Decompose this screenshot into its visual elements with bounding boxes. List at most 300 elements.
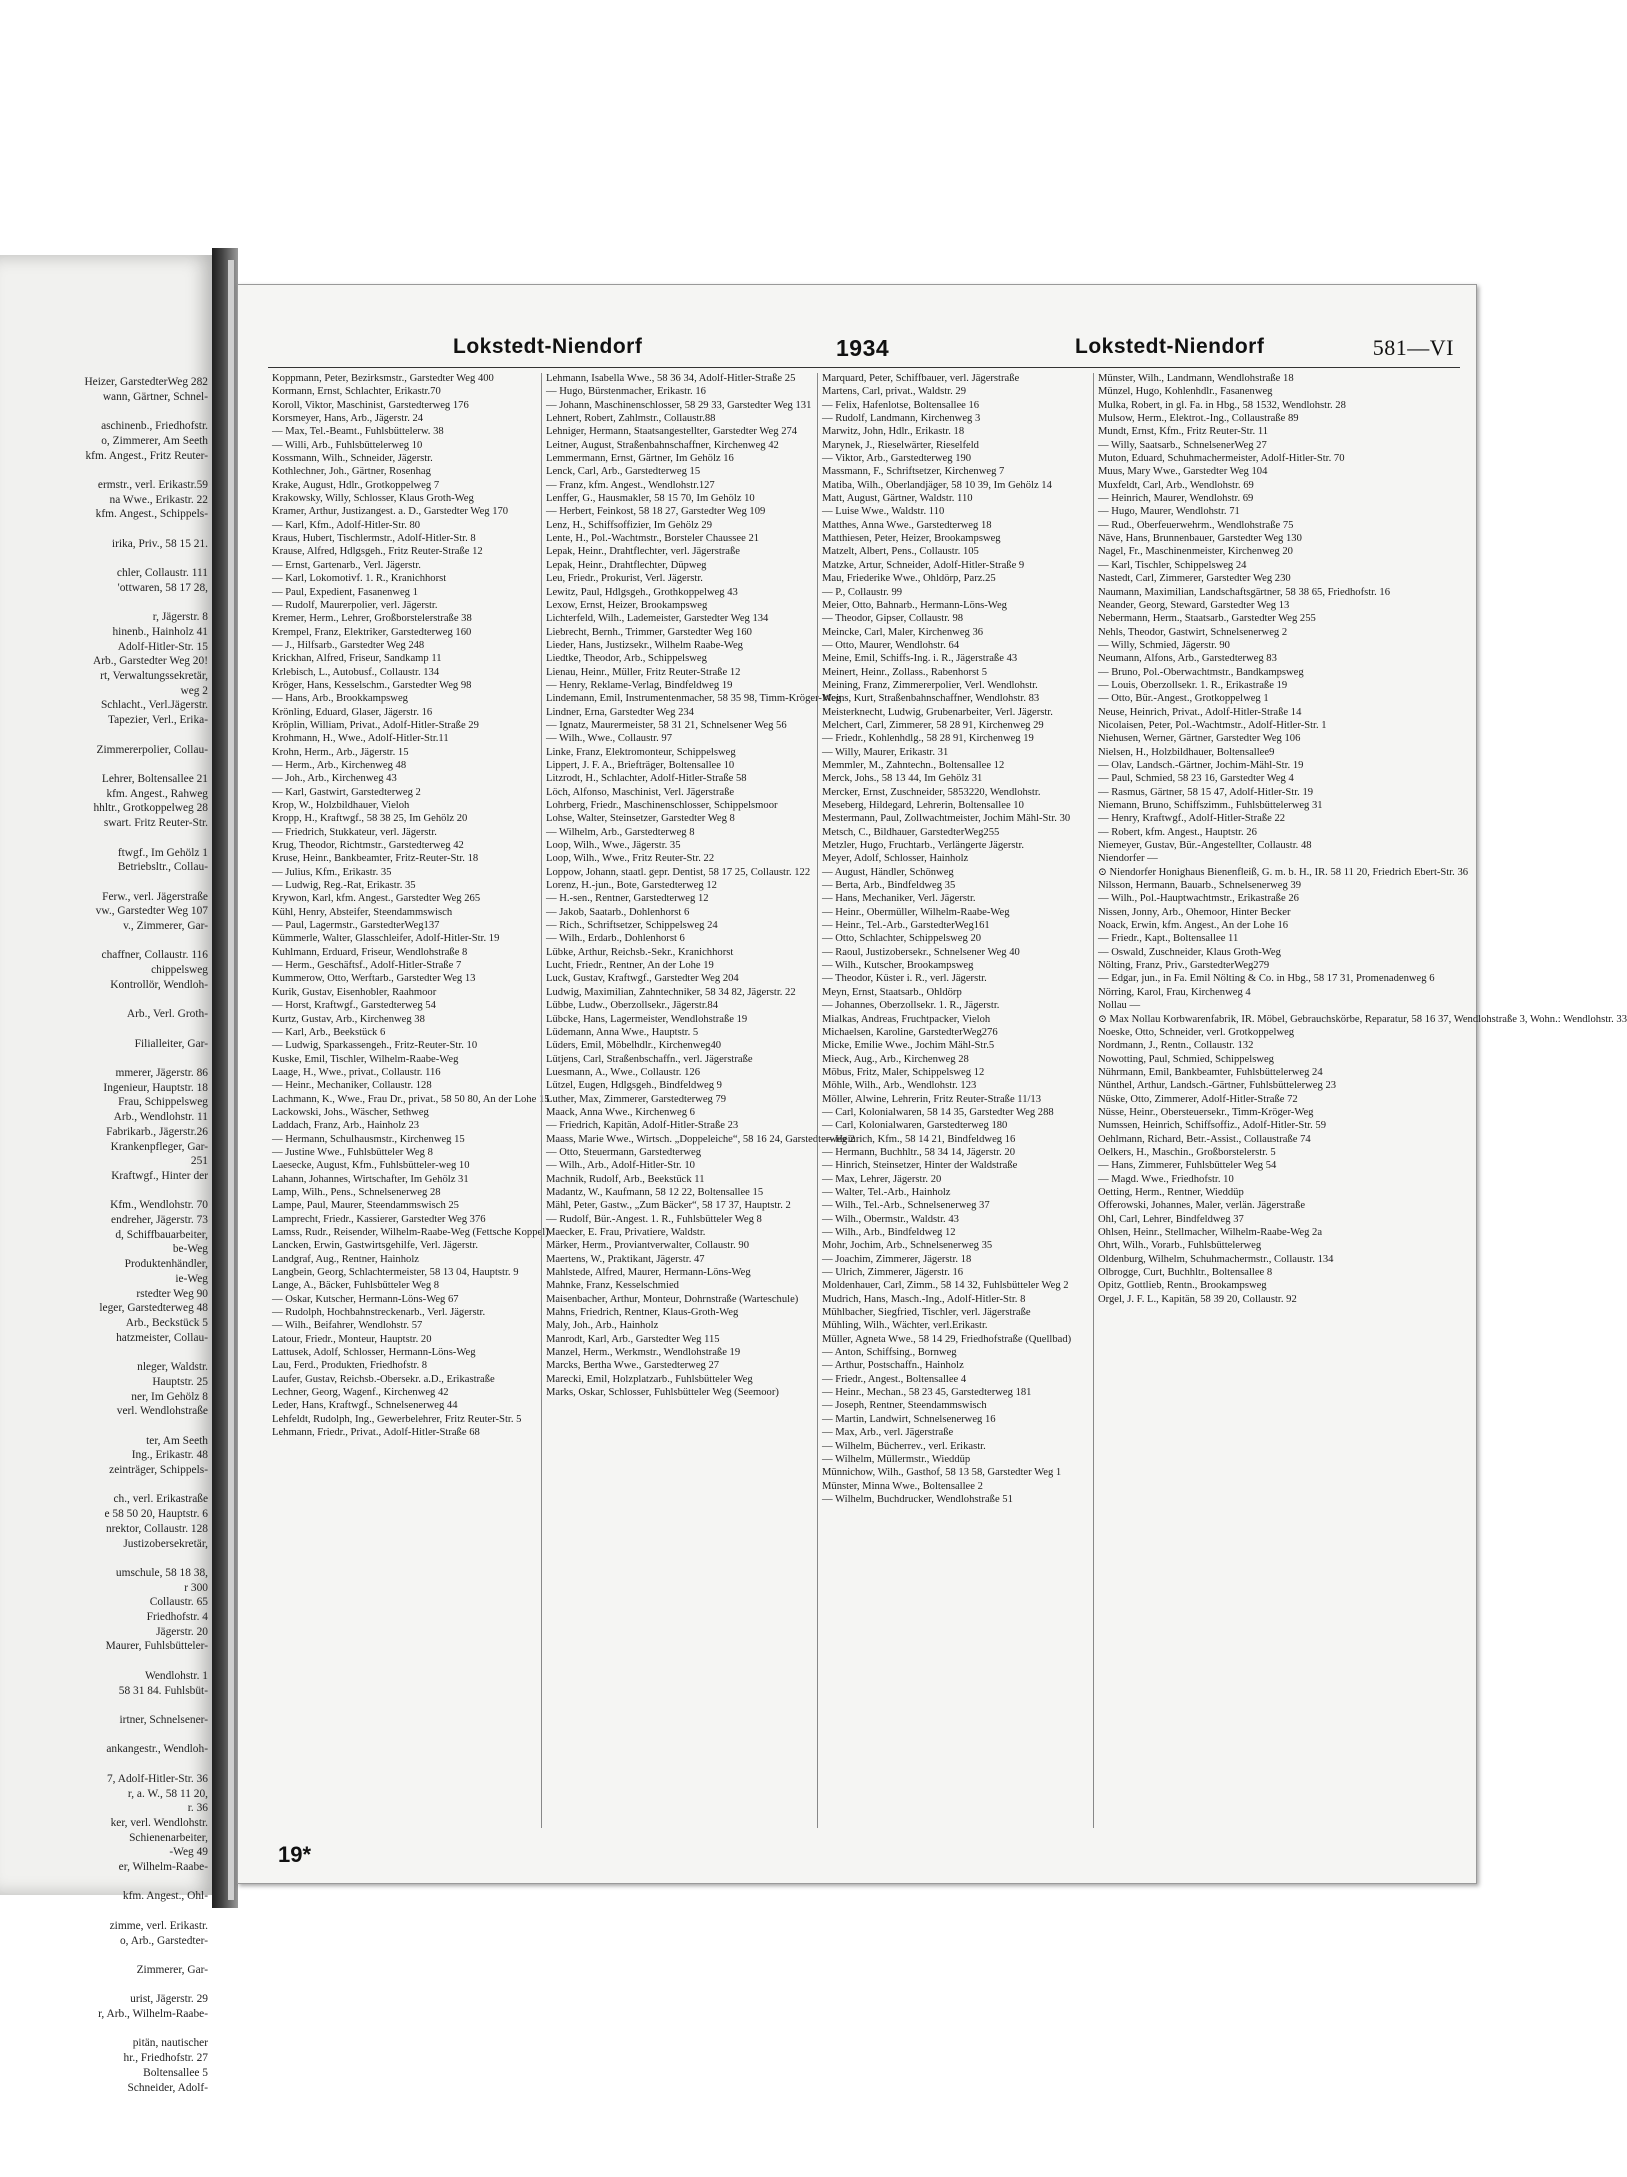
directory-entry: Niemeyer, Gustav, Bür.-Angestellter, Collaustr. 48 [1098, 840, 1312, 852]
left-page-line: Boltensallee 5 [143, 2066, 208, 2079]
directory-entry: Lange, A., Bäcker, Fuhlsbütteler Weg 8 [272, 1280, 440, 1292]
left-page-line: Zimmerer, Gar- [136, 1963, 208, 1976]
directory-entry: Kummerow, Otto, Werftarb., Garstedter Weg 13 [272, 973, 476, 985]
directory-entry: Machnik, Rudolf, Arb., Beekstück 11 [546, 1173, 705, 1185]
directory-entry: — Magd. Wwe., Friedhofstr. 10 [1098, 1173, 1234, 1185]
directory-entry: Manzel, Herm., Werkmstr., Wendlohstraße 19 [546, 1347, 741, 1359]
directory-entry: Kormann, Ernst, Schlachter, Erikastr.70 [272, 386, 441, 398]
directory-entry: Lehfeldt, Rudolph, Ing., Gewerbelehrer, Fritz Reuter-Str. 5 [272, 1413, 522, 1425]
directory-entry: Mühlbacher, Siegfried, Tischler, verl. Jägerstraße [822, 1307, 1031, 1319]
left-page-line: Maurer, Fuhlsbütteler- [105, 1640, 208, 1653]
directory-entry: Marecki, Emil, Holzplatzarb., Fuhlsbütteler Weg [546, 1373, 753, 1385]
left-page-line [0, 463, 208, 478]
directory-entry: Münnichow, Wilh., Gasthof, 58 13 58, Garstedter Weg 1 [822, 1467, 1062, 1479]
left-page-line [0, 1728, 208, 1743]
directory-entry: Lehniger, Hermann, Staatsangestellter, Garstedter Weg 274 [546, 426, 798, 438]
left-page-line: zeinträger, Schippels- [109, 1464, 208, 1477]
directory-entry: Lüders, Emil, Möbelhdlr., Kirchenweg40 [546, 1040, 722, 1052]
directory-entry: — Heinr., Tel.-Arb., GarstedterWeg161 [822, 920, 990, 932]
directory-entry: Muton, Eduard, Schuhmachermeister, Adolf-Hitler-Str. 70 [1098, 453, 1345, 465]
left-page-line: weg 2 [180, 684, 208, 697]
left-page-line: pitän, nautischer [132, 2037, 208, 2050]
directory-page [237, 284, 1627, 1884]
directory-entry: Krempel, Franz, Elektriker, Garstedterweg 160 [272, 626, 472, 638]
left-page-line: r, Arb., Wilhelm-Raabe- [98, 2008, 208, 2021]
header-right-title: Lokstedt-Niendorf [1075, 335, 1265, 358]
directory-entry: Langbein, Georg, Schlachtermeister, 58 13 04, Hauptstr. 9 [272, 1267, 519, 1279]
directory-entry: Meining, Franz, Zimmererpolier, Verl. Wendlohstr. [822, 679, 1038, 691]
directory-entry: — Raoul, Justizobersekr., Schnelsener Weg 40 [822, 946, 1020, 958]
left-page-line: Friedhofstr. 4 [146, 1611, 208, 1624]
directory-entry: — Wilh., Tel.-Arb., Schnelsenerweg 37 [822, 1200, 990, 1212]
directory-entry: Lippert, J. F. A., Briefträger, Boltensallee 10 [546, 759, 735, 771]
directory-entry: Lorenz, H.-jun., Bote, Garstedterweg 12 [546, 880, 717, 892]
directory-entry: Nilsson, Hermann, Bauarb., Schnelsenerweg 39 [1098, 880, 1301, 892]
left-page-line: chler, Collaustr. 111 [116, 567, 208, 580]
column-divider [817, 373, 818, 1828]
directory-entry: Kropp, H., Kraftwgf., 58 38 25, Im Gehölz 20 [272, 813, 468, 825]
directory-entry: Kröger, Hans, Kesselschm., Garstedter Weg 98 [272, 679, 472, 691]
left-page-line: nrektor, Collaustr. 128 [105, 1522, 208, 1535]
directory-entry: Nörring, Karol, Frau, Kirchenweg 4 [1098, 986, 1251, 998]
directory-entry: — Friedrich, Stukkateur, verl. Jägerstr. [272, 826, 437, 838]
directory-entry: Kuske, Emil, Tischler, Wilhelm-Raabe-Weg [272, 1053, 459, 1065]
left-page-line: kfm. Angest., Schippels- [95, 508, 208, 521]
directory-entry: Lieder, Hans, Justizsekr., Wilhelm Raabe-Weg [546, 639, 743, 651]
directory-entry: — Rudolf, Maurerpolier, verl. Jägerstr. [272, 599, 438, 611]
directory-entry: Lübbe, Ludw., Oberzollsekr., Jägerstr.84 [546, 1000, 719, 1012]
directory-entry: — P., Collaustr. 99 [822, 586, 903, 598]
directory-entry: Luck, Gustav, Kraftwgf., Garstedter Weg 204 [546, 973, 739, 985]
directory-entry: Mohr, Jochim, Arb., Schnelsenerweg 35 [822, 1240, 993, 1252]
left-page-line: kfm. Angest., Ohl- [122, 1890, 208, 1903]
left-page-line: r, Jägerstr. 8 [152, 611, 208, 624]
directory-entry: Neuse, Heinrich, Privat., Adolf-Hitler-Straße 14 [1098, 706, 1302, 718]
directory-entry: — Wilhelm, Buchdrucker, Wendlohstraße 51 [822, 1493, 1013, 1505]
directory-entry: Kremer, Herm., Lehrer, Großborstelerstraße 38 [272, 613, 472, 625]
directory-entry: — Viktor, Arb., Garstedterweg 190 [822, 453, 972, 465]
directory-entry: Lechner, Georg, Wagenf., Kirchenweg 42 [272, 1387, 449, 1399]
left-page-line [0, 1419, 208, 1434]
directory-entry: Meins, Kurt, Straßenbahnschaffner, Wendlohstr. 83 [822, 693, 1040, 705]
left-page-line [0, 1345, 208, 1360]
directory-entry: Lewitz, Paul, Hdlgsgeh., Grothkoppelweg 43 [546, 586, 738, 598]
directory-entry: Lohse, Walter, Steinsetzer, Garstedter Weg 8 [546, 813, 735, 825]
directory-entry: Krönling, Eduard, Glaser, Jägerstr. 16 [272, 706, 433, 718]
directory-entry: — Luise Wwe., Waldstr. 110 [822, 506, 945, 518]
left-page-line [0, 1978, 208, 1993]
directory-entry: — Henry, Kraftwgf., Adolf-Hitler-Straße 22 [1098, 813, 1286, 825]
directory-entry: Liedtke, Theodor, Arb., Schippelsweg [546, 653, 707, 665]
header-year: 1934 [836, 335, 890, 361]
directory-entry: Nowotting, Paul, Schmied, Schippelsweg [1098, 1053, 1274, 1065]
directory-entry: Lübcke, Hans, Lagermeister, Wendlohstraße 19 [546, 1013, 748, 1025]
directory-entry: — Rudolf, Bür.-Angest. 1. R., Fuhlsbütteler Weg 8 [546, 1213, 762, 1225]
directory-entry: Kossmann, Wilh., Schneider, Jägerstr. [272, 453, 433, 465]
directory-entry: Lepak, Heinr., Drahtflechter, verl. Jägerstraße [546, 546, 740, 558]
directory-entry: Ludwig, Maximilian, Zahntechniker, 58 34 82, Jägerstr. 22 [546, 986, 796, 998]
directory-entry: — Rasmus, Gärtner, 58 15 47, Adolf-Hitler-Str. 19 [1098, 786, 1314, 798]
directory-entry: Opitz, Gottlieb, Rentn., Brookampsweg [1098, 1280, 1267, 1292]
left-page-line: rstedter Weg 90 [136, 1287, 208, 1300]
directory-entry: — Berta, Arb., Bindfeldweg 35 [822, 880, 956, 892]
directory-entry: Nagel, Fr., Maschinenmeister, Kirchenweg 20 [1098, 546, 1293, 558]
left-page-line: Ing., Erikastr. 48 [131, 1449, 208, 1462]
directory-entry: Ohl, Carl, Lehrer, Bindfeldweg 37 [1098, 1213, 1244, 1225]
directory-entry: — Max, Tel.-Beamt., Fuhlsbüttelerw. 38 [272, 426, 444, 438]
left-page-line [0, 2022, 208, 2037]
directory-entry: Metzler, Hugo, Fruchtarb., Verlängerte Jägerstr. [822, 840, 1025, 852]
left-page-line: aschinenb., Friedhofstr. [101, 420, 208, 433]
directory-entry: Nebermann, Herm., Staatsarb., Garstedter Weg 255 [1098, 613, 1316, 625]
left-page-line: Zimmererpolier, Collau- [96, 743, 208, 756]
left-page-line: na Wwe., Erikastr. 22 [109, 493, 208, 506]
left-page-line: Hauptstr. 25 [152, 1375, 208, 1388]
left-page-line [0, 1875, 208, 1890]
directory-entry: Krywon, Karl, kfm. Angest., Garstedter Weg 265 [272, 893, 481, 905]
directory-entry: — Hermann, Schulhausmstr., Kirchenweg 15 [272, 1133, 465, 1145]
directory-entry: — Henry, Reklame-Verlag, Bindfeldweg 19 [546, 679, 733, 691]
directory-entry: Mau, Friederike Wwe., Ohldörp, Parz.25 [822, 573, 996, 585]
directory-entry: Kröplin, William, Privat., Adolf-Hitler-Straße 29 [272, 719, 479, 731]
directory-entry: — Wilh., Arb., Bindfeldweg 12 [822, 1227, 956, 1238]
left-page-line [0, 1757, 208, 1772]
left-page-line: endreher, Jägerstr. 73 [111, 1214, 208, 1227]
directory-entry: Meier, Otto, Bahnarb., Hermann-Löns-Weg [822, 599, 1007, 611]
left-page-line: Kfm., Wendlohstr. 70 [110, 1199, 208, 1212]
directory-entry: Lütjens, Carl, Straßenbschaffn., verl. Jägerstraße [546, 1053, 753, 1065]
directory-entry: — Heinr., Obermüller, Wilhelm-Raabe-Weg [822, 906, 1010, 918]
left-page-line: ankangestr., Wendloh- [106, 1743, 208, 1756]
directory-entry: Münster, Minna Wwe., Boltensallee 2 [822, 1480, 983, 1492]
left-page-line: v., Zimmerer, Gar- [123, 920, 208, 933]
directory-entry: Matzelt, Albert, Pens., Collaustr. 105 [822, 546, 979, 558]
directory-entry: — Heinr., Mechan., 58 23 45, Garstedterweg 181 [822, 1387, 1032, 1399]
left-page-line: d, Schiffbauarbeiter, [115, 1228, 208, 1241]
directory-entry: Nünthel, Arthur, Landsch.-Gärtner, Fuhlsbüttelerweg 23 [1098, 1080, 1337, 1092]
directory-entry: — Rud., Oberfeuerwehrm., Wendlohstraße 75 [1098, 519, 1294, 531]
directory-entry: — Johann, Maschinenschlosser, 58 29 33, Garstedter Weg 131 [546, 399, 812, 411]
directory-entry: Kühl, Henry, Absteifer, Steendammswisch [272, 906, 453, 918]
left-page-line [0, 1904, 208, 1919]
directory-entry: Lenz, H., Schiffsoffizier, Im Gehölz 29 [546, 519, 712, 531]
directory-entry: Nollau — [1098, 1000, 1141, 1012]
left-page-line: swart. Fritz Reuter-Str. [103, 817, 208, 830]
directory-entry: — Jakob, Saatarb., Dohlenhorst 6 [546, 906, 690, 918]
left-page-line: Schlacht., Verl.Jägerstr. [100, 699, 208, 712]
directory-entry: Näve, Hans, Brunnenbauer, Garstedter Weg 130 [1098, 533, 1302, 545]
left-page-line: Ferw., verl. Jägerstraße [102, 890, 208, 903]
directory-entry: Nüsse, Heinr., Obersteuersekr., Timm-Kröger-Weg [1098, 1106, 1314, 1118]
directory-entry: Krause, Alfred, Hdlgsgeh., Fritz Reuter-Straße 12 [272, 546, 483, 558]
directory-entry: Mühling, Wilh., Wächter, verl.Erikastr. [822, 1320, 988, 1332]
directory-entry: Koppmann, Peter, Bezirksmstr., Garstedter Weg 400 [272, 373, 494, 384]
directory-entry: Matzke, Artur, Schneider, Adolf-Hitler-Straße 9 [822, 559, 1025, 571]
directory-entry: Krug, Theodor, Richtmstr., Garstedterweg 42 [272, 840, 464, 852]
directory-entry: — Wilhelm, Arb., Garstedterweg 8 [546, 826, 695, 838]
directory-entry: Maertens, W., Praktikant, Jägerstr. 47 [546, 1253, 705, 1265]
directory-entry: — Otto, Maurer, Wendlohstr. 64 [822, 639, 960, 651]
left-page-line: chaffner, Collaustr. 116 [101, 949, 208, 962]
directory-entry: — H.-sen., Rentner, Garstedterweg 12 [546, 893, 709, 905]
directory-entry: Krop, W., Holzbildhauer, Vieloh [272, 800, 410, 811]
directory-entry: — Willy, Saatsarb., SchnelsenerWeg 27 [1098, 439, 1267, 451]
directory-entry: — Rich., Schriftsetzer, Schippelsweg 24 [546, 920, 718, 932]
left-page-line: be-Weg [172, 1243, 208, 1256]
directory-entry: — Paul, Lagermstr., GarstedterWeg137 [272, 920, 440, 932]
directory-entry: Niendorfer — [1098, 853, 1158, 865]
directory-entry: Litzrodt, H., Schlachter, Adolf-Hitler-Straße 58 [546, 773, 747, 785]
directory-entry: Mahnke, Franz, Kesselschmied [546, 1280, 679, 1292]
directory-entry: — Wilh., Kutscher, Brookampsweg [822, 960, 974, 972]
directory-entry: — Willi, Arb., Fuhlsbüttelerweg 10 [272, 439, 423, 451]
directory-entry: — Anton, Schiffsing., Bornweg [822, 1347, 957, 1359]
directory-entry: Naumann, Maximilian, Landschaftsgärtner, 58 38 65, Friedhofstr. 16 [1098, 586, 1391, 598]
page-number: 581—VI [1372, 335, 1454, 360]
directory-entry: Noack, Erwin, kfm. Angest., An der Lohe 16 [1098, 920, 1289, 932]
directory-entry: Linke, Franz, Elektromonteur, Schippelsweg [546, 746, 736, 758]
directory-entry: — Rudolf, Landmann, Kirchenweg 3 [822, 413, 981, 425]
directory-entry: Landgraf, Aug., Rentner, Hainholz [272, 1253, 419, 1265]
left-page-line: Lehrer, Boltensallee 21 [101, 772, 208, 785]
directory-entry: Koroll, Viktor, Maschinist, Garstedterweg 176 [272, 399, 469, 411]
directory-entry: Lohrberg, Friedr., Maschinenschlosser, Schippelsmoor [546, 800, 778, 811]
directory-entry: Marks, Oskar, Schlosser, Fuhlsbütteler Weg (Seemoor) [546, 1387, 779, 1399]
left-page-line [0, 934, 208, 949]
directory-entry: — Karl, Lokomotivf. 1. R., Kranichhorst [272, 573, 447, 585]
directory-entry: — Rudolph, Hochbahnstreckenarb., Verl. Jägerstr. [272, 1307, 486, 1319]
directory-entry: Meisterknecht, Ludwig, Grubenarbeiter, Verl. Jägerstr. [822, 706, 1053, 718]
directory-entry: Nielsen, H., Holzbildhauer, Boltensallee9 [1098, 746, 1275, 758]
directory-entry: — Herm., Geschäftsf., Adolf-Hitler-Straße 7 [272, 960, 462, 972]
directory-entry: Neander, Georg, Steward, Garstedter Weg 13 [1098, 599, 1290, 611]
directory-entry: — Wilhelm, Bücherrev., verl. Erikastr. [822, 1440, 986, 1452]
directory-entry: Oehlmann, Richard, Betr.-Assist., Collaustraße 74 [1098, 1133, 1311, 1145]
directory-entry: Neumann, Alfons, Arb., Garstedterweg 83 [1098, 653, 1277, 665]
left-page-line: Schienenarbeiter, [129, 1831, 208, 1844]
directory-entry: — Joachim, Zimmerer, Jägerstr. 18 [822, 1253, 972, 1265]
left-page-line: 'ottwaren, 58 17 28, [117, 581, 208, 594]
left-facing-page [0, 255, 218, 2094]
directory-entry: Krakowsky, Willy, Schlosser, Klaus Groth-Weg [272, 493, 474, 505]
directory-entry: Lamp, Wilh., Pens., Schnelsenerweg 28 [272, 1186, 441, 1198]
directory-entry: Matthiesen, Peter, Heizer, Brookampsweg [822, 533, 1001, 545]
directory-entry: Moldenhauer, Carl, Zimm., 58 14 32, Fuhlsbütteler Weg 2 [822, 1280, 1069, 1292]
directory-entry: — Felix, Hafenlotse, Boltensallee 16 [822, 399, 980, 411]
directory-entry: Ohrt, Wilh., Vorarb., Fuhlsbüttelerweg [1098, 1240, 1262, 1252]
left-page-line [0, 757, 208, 772]
left-page-line: hatzmeister, Collau- [116, 1331, 208, 1344]
directory-entry: Mähl, Peter, Gastw., „Zum Bäcker“, 58 17 37, Hauptstr. 2 [546, 1200, 791, 1212]
left-page-line: urist, Jägerstr. 29 [130, 1993, 208, 2006]
directory-entry: Löch, Alfonso, Maschinist, Verl. Jägerstraße [546, 786, 735, 798]
directory-entry: Lindemann, Emil, Instrumentenmacher, 58 35 98, Timm-Kröger-Weg [546, 693, 842, 705]
directory-entry: — Wilh., Wwe., Collaustr. 97 [546, 733, 673, 745]
left-page-line: ch., verl. Erikastraße [113, 1493, 208, 1506]
directory-entry: Matiba, Wilh., Oberlandjäger, 58 10 39, Im Gehölz 14 [822, 479, 1052, 491]
directory-entry: — Wilh., Beifahrer, Wendlohstr. 57 [272, 1320, 423, 1332]
directory-entry: — Hermann, Buchhltr., 58 34 14, Jägerstr. 20 [822, 1146, 1016, 1158]
directory-entry: — Hans, Mechaniker, Verl. Jägerstr. [822, 893, 976, 905]
directory-entry: — Olav, Landsch.-Gärtner, Jochim-Mähl-Str. 19 [1098, 759, 1304, 771]
directory-entry: Mahlstede, Alfred, Maurer, Hermann-Löns-Weg [546, 1267, 751, 1279]
directory-entry: — Max, Lehrer, Jägerstr. 20 [822, 1173, 942, 1185]
left-page-line [0, 1184, 208, 1199]
directory-entry: — Wilh., Arb., Adolf-Hitler-Str. 10 [546, 1160, 695, 1172]
directory-entry: Nührmann, Emil, Bankbeamter, Fuhlsbüttelerweg 24 [1098, 1066, 1323, 1078]
left-page-line: verl. Wendlohstraße [116, 1405, 208, 1418]
directory-entry: Krake, August, Hdlr., Grotkoppelweg 7 [272, 479, 440, 491]
directory-entry: Nehls, Theodor, Gastwirt, Schnelsenerweg 2 [1098, 626, 1288, 638]
book-fold-edge [228, 260, 234, 1900]
left-page-line [0, 522, 208, 537]
left-page-line: o, Zimmerer, Am Seeth [101, 434, 208, 447]
left-page-line: 251 [190, 1155, 208, 1168]
directory-entry: — Horst, Kraftwgf., Garstedterweg 54 [272, 1000, 436, 1012]
directory-entry: Liebrecht, Bernh., Trimmer, Garstedter Weg 160 [546, 626, 752, 638]
left-page-line: wann, Gärtner, Schnel- [102, 390, 208, 403]
directory-column-3 [822, 372, 1090, 1506]
left-page-line: Arb., Verl. Groth- [126, 1008, 208, 1021]
directory-entry: — Friedr., Kapt., Boltensallee 11 [1098, 933, 1239, 945]
directory-entry: — Hinrich, Steinsetzer, Hinter der Waldstraße [822, 1160, 1018, 1172]
left-page-line: Produktenhändler, [124, 1258, 208, 1271]
directory-entry: Lattusek, Adolf, Schlosser, Hermann-Löns-Weg [272, 1347, 476, 1359]
directory-entry: Möhle, Wilh., Arb., Wendlohstr. 123 [822, 1080, 977, 1092]
directory-entry: Kümmerle, Walter, Glasschleifer, Adolf-Hitler-Str. 19 [272, 933, 500, 945]
directory-entry: Numssen, Heinrich, Schiffsoffiz., Adolf-Hitler-Str. 59 [1098, 1120, 1327, 1132]
directory-entry: Maack, Anna Wwe., Kirchenweg 6 [546, 1106, 695, 1118]
directory-entry: Lackowski, Johs., Wäscher, Sethweg [272, 1106, 429, 1118]
left-page-line: kfm. Angest., Fritz Reuter- [85, 449, 208, 462]
directory-column-2 [546, 372, 855, 1399]
directory-entry: Niemann, Bruno, Schiffszimm., Fuhlsbüttelerweg 31 [1098, 800, 1323, 811]
left-page-line: chippelsweg [151, 964, 208, 977]
directory-entry: Meinert, Heinr., Zollass., Rabenhorst 5 [822, 666, 988, 678]
left-page-line [0, 1051, 208, 1066]
directory-entry: Lepak, Heinr., Drahtflechter, Düpweg [546, 559, 707, 571]
directory-entry: — Robert, kfm. Angest., Hauptstr. 26 [1098, 826, 1257, 838]
directory-column-1 [272, 372, 550, 1440]
left-page-line [0, 551, 208, 566]
left-page-line: kfm. Angest., Rahweg [106, 787, 208, 800]
directory-entry: Krlebisch, L., Autobusf., Collaustr. 134 [272, 666, 440, 678]
left-page-line: Tapezier, Verl., Erika- [107, 714, 208, 727]
directory-entry: Lampe, Paul, Maurer, Steendammswisch 25 [272, 1200, 459, 1212]
directory-entry: Noeske, Otto, Schneider, verl. Grotkoppelweg [1098, 1026, 1295, 1038]
directory-entry: Muus, Mary Wwe., Garstedter Weg 104 [1098, 466, 1268, 478]
directory-entry: Lente, H., Pol.-Wachtmstr., Borsteler Chaussee 21 [546, 533, 760, 545]
directory-entry: — Ludwig, Reg.-Rat, Erikastr. 35 [272, 880, 416, 892]
directory-entry: — Justine Wwe., Fuhlsbütteler Weg 8 [272, 1146, 433, 1158]
directory-entry: Laesecke, August, Kfm., Fuhlsbütteler-weg 10 [272, 1160, 470, 1172]
left-page-line [0, 728, 208, 743]
directory-entry: Kurik, Gustav, Eisenhobler, Raahmoor [272, 986, 437, 998]
left-page-line: ftwgf., Im Gehölz 1 [117, 846, 208, 859]
directory-entry: Melchert, Carl, Zimmerer, 58 28 91, Kirchenweg 29 [822, 719, 1044, 731]
directory-entry: — Wilhelm, Müllermstr., Wieddüp [822, 1453, 971, 1465]
directory-entry: Mahns, Friedrich, Rentner, Klaus-Groth-Weg [546, 1307, 739, 1319]
column-divider [1093, 373, 1094, 1828]
left-page-line: o, Arb., Garstedter- [119, 1934, 208, 1947]
left-page-line: ker, verl. Wendlohstr. [110, 1816, 208, 1829]
left-page-line: r 300 [184, 1581, 208, 1594]
directory-entry: Meyn, Ernst, Staatsarb., Ohldörp [822, 986, 962, 998]
left-page-line: Frau, Schippelsweg [118, 1096, 208, 1109]
directory-entry: — Bruno, Pol.-Oberwachtmstr., Bandkampsweg [1098, 666, 1304, 678]
directory-entry: Laufer, Gustav, Reichsb.-Obersekr. a.D., Erikastraße [272, 1373, 495, 1385]
left-page-line: Ingenieur, Hauptstr. 18 [103, 1081, 208, 1094]
left-page-text [0, 375, 208, 2095]
directory-entry: — Herbert, Feinkost, 58 18 27, Garstedter Weg 109 [546, 506, 766, 518]
directory-entry: — Walter, Tel.-Arb., Hainholz [822, 1186, 951, 1198]
left-page-line: Heizer, GarstedterWeg 282 [84, 376, 208, 388]
directory-entry: Luesmann, A., Wwe., Collaustr. 126 [546, 1066, 700, 1078]
left-page-line: r, a. W., 58 11 20, [127, 1787, 208, 1800]
left-page-line: ermstr., verl. Erikastr.59 [97, 478, 208, 491]
directory-entry: — Paul, Expedient, Fasanenweg 1 [272, 586, 418, 598]
directory-entry: — Hugo, Bürstenmacher, Erikastr. 16 [546, 386, 706, 398]
left-page-line [0, 993, 208, 1008]
directory-entry: Orgel, J. F. L., Kapitän, 58 39 20, Collaustr. 92 [1098, 1293, 1297, 1305]
directory-entry: Münzel, Hugo, Kohlenhdlr., Fasanenweg [1098, 386, 1273, 398]
directory-entry: Loop, Wilh., Wwe., Fritz Reuter-Str. 22 [546, 853, 715, 865]
directory-entry: — Carl, Kolonialwaren, 58 14 35, Garstedter Weg 288 [822, 1106, 1054, 1118]
directory-entry: Maass, Marie Wwe., Wirtsch. „Doppeleiche“, 58 16 24, Garstedterweg 2 [546, 1133, 855, 1145]
directory-entry: Kurtz, Gustav, Arb., Kirchenweg 38 [272, 1013, 425, 1025]
left-page-line: Wendlohstr. 1 [145, 1669, 208, 1682]
directory-entry: — Heinrich, Maurer, Wendlohstr. 69 [1098, 493, 1254, 505]
signature-mark: 19* [278, 1842, 312, 1867]
left-page-line: ter, Am Seeth [146, 1434, 208, 1447]
directory-entry: Marquard, Peter, Schiffbauer, verl. Jägerstraße [822, 373, 1020, 384]
directory-entry: Lancken, Erwin, Gastwirtsgehilfe, Verl. Jägerstr. [272, 1240, 479, 1252]
directory-entry: — Friedrich, Kapitän, Adolf-Hitler-Straße 23 [546, 1120, 739, 1132]
left-page-line: Arb., Garstedter Weg 20! [93, 655, 208, 668]
left-page-line: Arb., Wendlohstr. 11 [113, 1111, 208, 1124]
left-page-line: ner, Im Gehölz 8 [131, 1390, 208, 1403]
directory-entry: ⊙ Niendorfer Honighaus Bienenfleiß, G. m. b. H., IR. 58 11 20, Friedrich Ebert-Str. 36 [1098, 866, 1469, 878]
directory-entry: Lienau, Heinr., Müller, Fritz Reuter-Straße 12 [546, 666, 741, 678]
directory-entry: Lucht, Friedr., Rentner, An der Lohe 19 [546, 960, 714, 972]
directory-entry: Möbus, Fritz, Maler, Schippelsweg 12 [822, 1066, 985, 1078]
directory-entry: Kramer, Arthur, Justizangest. a. D., Garstedter Weg 170 [272, 506, 509, 518]
left-page-line: irtner, Schnelsener- [119, 1713, 208, 1726]
left-page-line: Kraftwgf., Hinter der [111, 1169, 208, 1182]
left-page-line [0, 831, 208, 846]
directory-entry: Lübke, Arthur, Reichsb.-Sekr., Kranichhorst [546, 946, 734, 958]
left-page-line: e 58 50 20, Hauptstr. 6 [104, 1508, 208, 1521]
directory-entry: Meincke, Carl, Maler, Kirchenweg 36 [822, 626, 984, 638]
directory-entry: Nissen, Jonny, Arb., Ohemoor, Hinter Becker [1098, 906, 1291, 918]
directory-entry: — Karl, Kfm., Adolf-Hitler-Str. 80 [272, 519, 421, 531]
directory-entry: Oelkers, H., Maschin., Großborstelerstr. 5 [1098, 1146, 1276, 1158]
directory-entry: — Joseph, Rentner, Steendammswisch [822, 1400, 987, 1412]
directory-entry: — Wilh., Pol.-Hauptwachtmstr., Erikastraße 26 [1098, 893, 1299, 905]
directory-entry: Leder, Hans, Kraftwgf., Schnelsenerweg 44 [272, 1400, 458, 1412]
directory-entry: Müller, Agneta Wwe., 58 14 29, Friedhofstraße (Quellbad) [822, 1333, 1072, 1345]
directory-entry: — Paul, Schmied, 58 23 16, Garstedter Weg 4 [1098, 773, 1294, 785]
directory-entry: — Ludwig, Sparkassengeh., Fritz-Reuter-Str. 10 [272, 1040, 478, 1052]
directory-entry: Meine, Emil, Schiffs-Ing. i. R., Jägerstraße 43 [822, 653, 1018, 665]
directory-entry: Ohlsen, Heinr., Stellmacher, Wilhelm-Raabe-Weg 2a [1098, 1227, 1323, 1238]
directory-entry: Mestermann, Paul, Zollwachtmeister, Jochim Mähl-Str. 30 [822, 813, 1071, 825]
directory-entry: Leu, Friedr., Prokurist, Verl. Jägerstr. [546, 573, 703, 585]
directory-entry: — Wilh., Obermstr., Waldstr. 43 [822, 1213, 959, 1225]
left-page-line: Krankenpfleger, Gar- [110, 1140, 208, 1153]
directory-entry: — Ulrich, Zimmerer, Jägerstr. 16 [822, 1267, 964, 1279]
directory-entry: — August, Händler, Schönweg [822, 866, 954, 878]
